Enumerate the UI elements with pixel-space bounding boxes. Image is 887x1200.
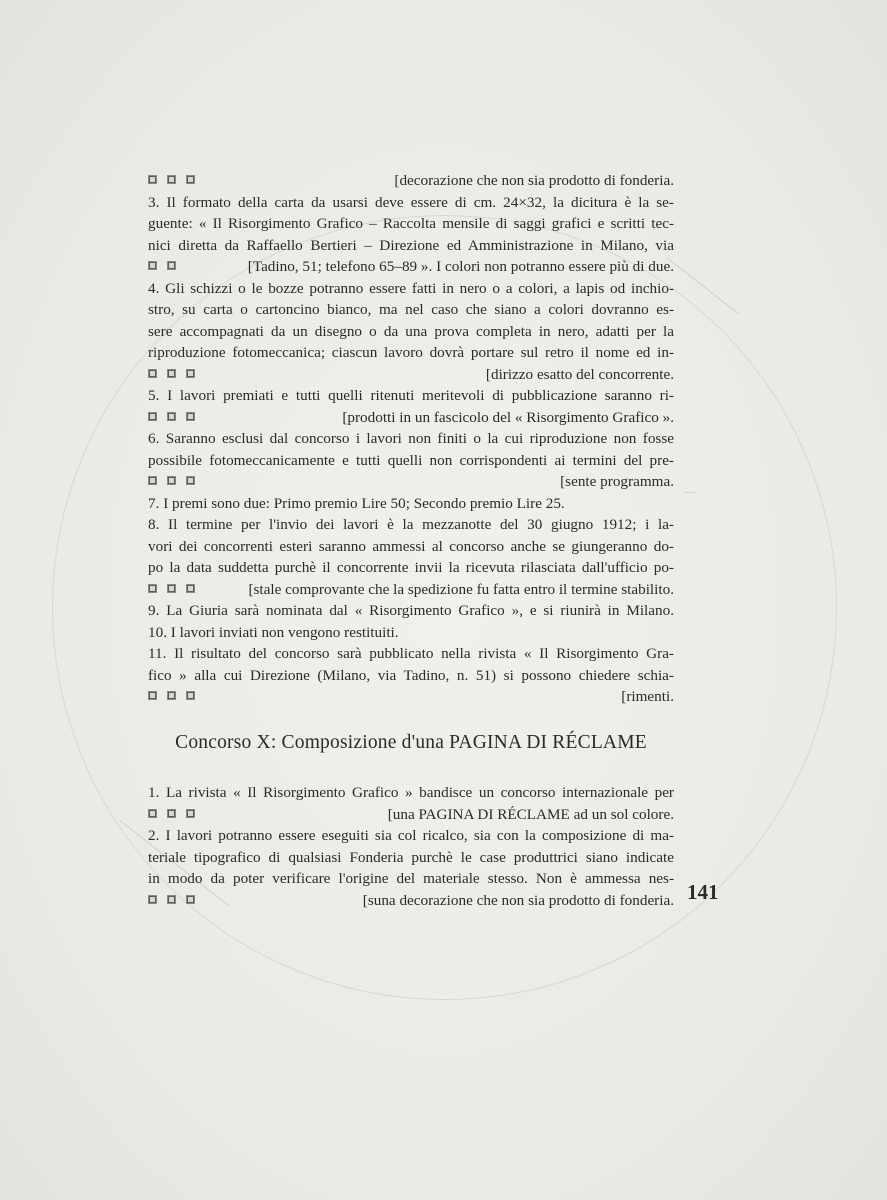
three-square-ornament-icon	[148, 691, 195, 700]
text-line: sere accompagnati da un disegno o da una prova completa in nero, adatti per la	[148, 322, 674, 340]
line-text: [suna decorazione che non sia prodotto di fonderia.	[362, 891, 674, 909]
line-text: [Tadino, 51; telefono 65–89 ». I colori non potranno essere più di due.	[247, 258, 674, 275]
text-line: 3. Il formato della carta da usarsi deve essere di cm. 24×32, la dicitura è la se-	[148, 193, 674, 211]
page-number: 141	[687, 880, 719, 904]
three-square-ornament-icon	[148, 412, 195, 421]
text-line: guente: « Il Risorgimento Grafico – Raccolta mensile di saggi grafici e scritti tec-	[148, 215, 674, 232]
three-square-ornament-icon	[148, 175, 195, 184]
text-line: nici diretta da Raffaello Bertieri – Direzione ed Amministrazione in Milano, via	[148, 236, 674, 254]
text-line: possibile fotomeccanicamente e tutti quelli non corrispondenti ai termini del pre-	[148, 451, 674, 469]
three-square-ornament-icon	[148, 584, 195, 593]
text-line: 1. La rivista « Il Risorgimento Grafico » bandisce un concorso internazionale per	[148, 784, 674, 801]
text-line	[148, 256, 674, 278]
text-line: 8. Il termine per l'invio dei lavori è la mezzanotte del 30 giugno 1912; i la-	[148, 516, 674, 533]
three-square-ornament-icon	[148, 809, 195, 818]
text-line: 4. Gli schizzi o le bozze potranno essere fatti in nero o a colori, a lapis od inchio-	[148, 279, 674, 297]
text-line: in modo da poter verificare l'origine del materiale stesso. Non è ammessa nes-	[148, 870, 674, 887]
crop-mark	[685, 492, 695, 493]
line-text: [prodotti in un fascicolo del « Risorgimento Grafico ».	[342, 408, 674, 426]
text-line: vori dei concorrenti esteri saranno ammessi al concorso anche se giungeranno do-	[148, 537, 674, 555]
text-section-1	[148, 170, 674, 708]
text-line: 5. I lavori premiati e tutti quelli ritenuti meritevoli di pubblicazione saranno ri-	[148, 387, 674, 404]
text-line	[148, 407, 674, 429]
line-text: [sente programma.	[560, 473, 674, 490]
three-square-ornament-icon	[148, 895, 195, 904]
text-line: stro, su carta o cartoncino bianco, ma nel caso che siano a colori dovranno es-	[148, 301, 674, 318]
section-heading: Concorso X: Composizione d'una PAGINA DI RÉCLAME	[175, 732, 647, 753]
text-line: 10. I lavori inviati non vengono restituiti.	[148, 623, 399, 641]
text-line: 2. I lavori potranno essere eseguiti sia col ricalco, sia con la composizione di ma-	[148, 827, 674, 844]
text-line	[148, 804, 674, 826]
text-line	[148, 471, 674, 493]
text-line	[148, 364, 674, 386]
text-line: 7. I premi sono due: Primo premio Lire 50; Secondo premio Lire 25.	[148, 494, 565, 512]
text-line: 6. Saranno esclusi dal concorso i lavori non finiti o la cui riproduzione non fosse	[148, 430, 674, 447]
text-line: riproduzione fotomeccanica; ciascun lavoro dovrà portare sul retro il nome ed in-	[148, 344, 674, 361]
text-line: teriale tipografico di qualsiasi Fonderia purchè le case produttrici siano indicate	[148, 848, 674, 866]
three-square-ornament-icon	[148, 261, 176, 270]
text-line	[148, 170, 674, 192]
text-section-2	[148, 782, 674, 911]
line-text: [dirizzo esatto del concorrente.	[485, 365, 674, 383]
text-line: 11. Il risultato del concorso sarà pubblicato nella rivista « Il Risorgimento Gra-	[148, 645, 674, 662]
line-text: [una PAGINA DI RÉCLAME ad un sol colore.	[387, 805, 674, 823]
text-line	[148, 686, 674, 708]
text-line	[148, 890, 674, 912]
line-text: [stale comprovante che la spedizione fu fatta entro il termine stabilito.	[248, 580, 674, 598]
text-line: 9. La Giuria sarà nominata dal « Risorgimento Grafico », e si riunirà in Milano.	[148, 602, 674, 619]
text-line	[148, 579, 674, 601]
line-text: [decorazione che non sia prodotto di fonderia.	[394, 172, 674, 189]
three-square-ornament-icon	[148, 369, 195, 378]
text-line: fico » alla cui Direzione (Milano, via Tadino, n. 51) si possono chiedere schia-	[148, 666, 674, 684]
three-square-ornament-icon	[148, 476, 195, 485]
line-text: [rimenti.	[621, 688, 674, 705]
text-line: po la data suddetta purchè il concorrente invii la ricevuta rilasciata dall'ufficio po-	[148, 559, 674, 576]
